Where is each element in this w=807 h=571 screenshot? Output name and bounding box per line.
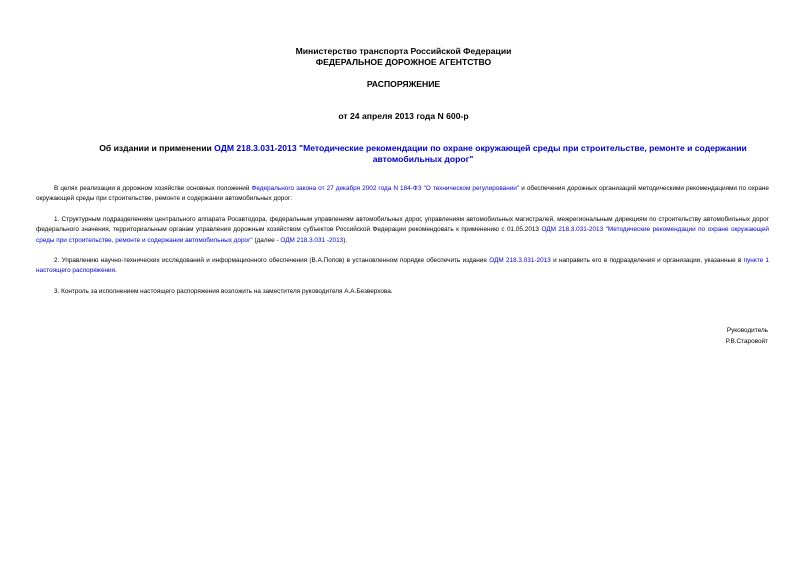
- para3-middle: и направить его в подразделения и организации, указанные в: [550, 257, 744, 264]
- para3-suffix: .: [115, 267, 117, 275]
- clause-1-reference-link[interactable]: пункте 1 настоящего распоряжения: [36, 257, 769, 275]
- odm-full-link[interactable]: ОДМ 218.3.031-2013 "Методические рекомендации по охране окружающей среды при строительстве, ремонте и содержании автомобильных дорог": [36, 226, 769, 244]
- preamble-paragraph: [36, 184, 769, 205]
- document-type: РАСПОРЯЖЕНИЕ: [366, 79, 441, 89]
- para1-prefix: В целях реализации в дорожном хозяйстве основных положений: [54, 185, 252, 192]
- agency-title: ФЕДЕРАЛЬНОЕ ДОРОЖНОЕ АГЕНТСТВО: [315, 57, 492, 67]
- odm-publish-link[interactable]: ОДМ 218.3.031-2013: [489, 257, 551, 264]
- para2-suffix: ).: [343, 236, 348, 244]
- para2-middle: (далее -: [252, 236, 281, 244]
- ministry-title: Министерство транспорта Российской Федерации: [295, 46, 512, 56]
- odm-short-link[interactable]: ОДМ 218.3.031 -2013: [280, 236, 344, 244]
- signature-name: Р.В.Старовойт: [725, 338, 768, 345]
- document-heading: [78, 143, 768, 165]
- signature-title: Руководитель: [726, 327, 768, 334]
- para2-prefix: 1. Структурным подразделениям центрального аппарата Росавтодора, федеральным управлениям автомобильных дорог, управлениям автомобильных магистралей, межрегиональным дирекциям по строительству автомобильных дорог федерального значения, территориальным органам управления дорожным хозяйством субъектов Российской Федерации рекомендовать к применению с 01.05.2013: [36, 216, 769, 234]
- document-date-number: от 24 апреля 2013 года N 600-р: [338, 111, 469, 121]
- clause-2-paragraph: [36, 256, 769, 277]
- heading-odm-link[interactable]: ОДМ 218.3.031-2013 "Методические рекомендации по охране окружающей среды при строительстве, ремонте и содержании автомобильных дорог": [214, 143, 747, 164]
- heading-prefix: Об издании и применении: [99, 143, 215, 153]
- para1-suffix: и обеспечения дорожных организаций методическими рекомендациями по охране окружающей среды при строительстве, ремонте и содержании автомобильных дорог:: [36, 185, 769, 203]
- para3-prefix: 2. Управлению научно-технических исследований и информационного обеспечения (В.А.Попов) в установленном порядке обеспечить издание: [54, 257, 490, 264]
- federal-law-link[interactable]: Федерального закона от 27 декабря 2002 года N 184-ФЗ "О техническом регулировании": [251, 185, 520, 192]
- clause-1-paragraph: [36, 215, 769, 246]
- clause-3-paragraph: 3. Контроль за исполнением настоящего распоряжения возложить на заместителя руководителя А.А.Безверхова.: [54, 288, 393, 295]
